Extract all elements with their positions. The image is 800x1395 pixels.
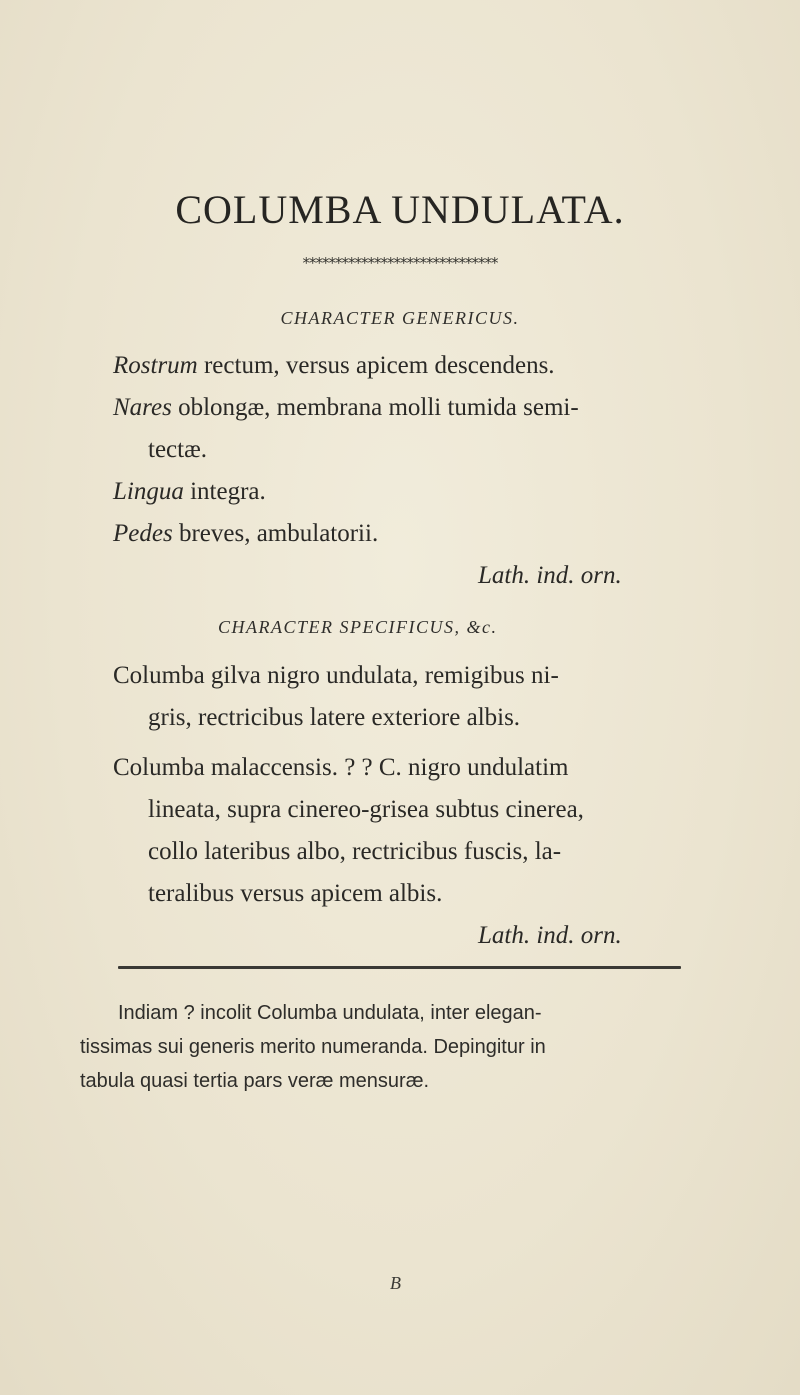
specific-line: Columba malaccensis. ? ? C. nigro undulatim (113, 754, 569, 781)
signature-mark: B (390, 1273, 401, 1293)
generic-line: Nares oblongæ, membrana molli tumida semi- (113, 394, 579, 421)
generic-line: Lingua integra. (113, 478, 266, 505)
horizontal-rule (118, 966, 681, 969)
page-title: COLUMBA UNDULATA. (175, 187, 625, 232)
generic-line: Pedes breves, ambulatorii. (113, 520, 379, 547)
generic-line: tectæ. (148, 436, 208, 463)
generic-source: Lath. ind. orn. (478, 562, 622, 589)
note-line: Indiam ? incolit Columba undulata, inter elegan- (118, 1002, 542, 1024)
note-line: tissimas sui generis merito numeranda. Depingitur in (80, 1036, 546, 1058)
specific-line: Columba gilva nigro undulata, remigibus ni- (113, 662, 559, 689)
specific-line: lineata, supra cinereo-grisea subtus cinerea, (148, 796, 584, 823)
generic-term: Pedes (113, 520, 173, 547)
specific-source: Lath. ind. orn. (478, 922, 622, 949)
note-line: tabula quasi tertia pars veræ mensuræ. (80, 1070, 430, 1092)
generic-term: Nares (113, 394, 172, 421)
generic-heading: CHARACTER GENERICUS. (280, 308, 520, 328)
specific-line: teralibus versus apicem albis. (148, 880, 443, 907)
specific-line: gris, rectricibus latere exteriore albis. (148, 704, 521, 731)
generic-term: Rostrum (113, 352, 198, 379)
specific-line: collo lateribus albo, rectricibus fuscis, la- (148, 838, 562, 865)
specific-heading: CHARACTER SPECIFICUS, &c. (218, 617, 498, 637)
generic-line: Rostrum rectum, versus apicem descendens. (113, 352, 555, 379)
generic-term: Lingua (113, 478, 184, 505)
ornament-row: ****************************** (302, 254, 498, 272)
